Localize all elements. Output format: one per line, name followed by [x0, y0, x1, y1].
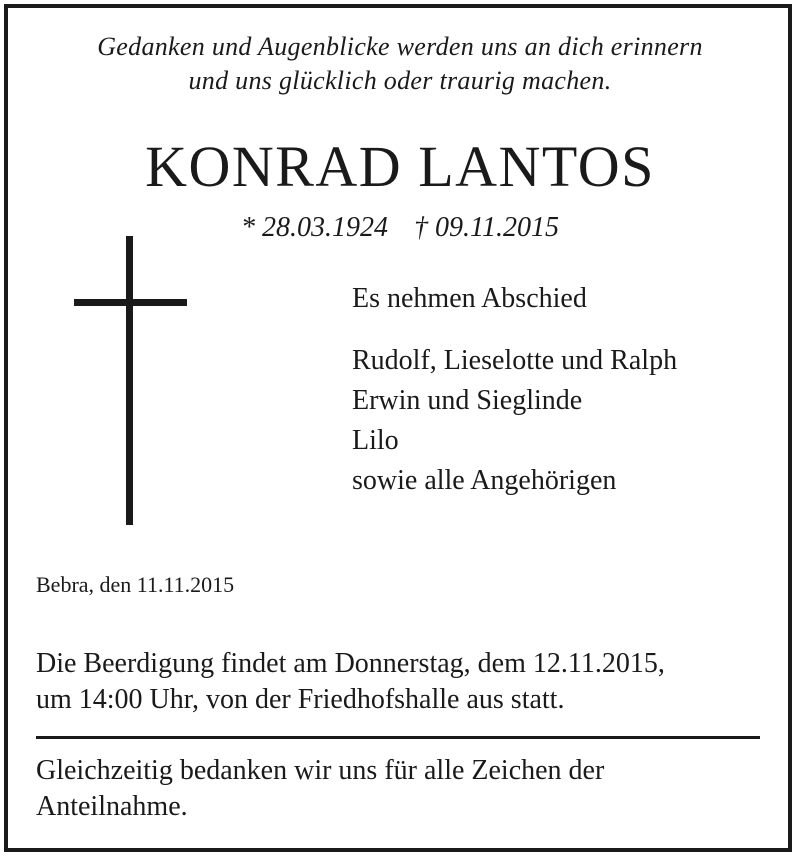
thanks-note — [36, 753, 604, 825]
life-dates — [0, 210, 800, 246]
motto-line-2: und uns glücklich oder traurig machen. — [188, 66, 612, 95]
cross-vertical-bar — [126, 236, 133, 525]
cross-horizontal-bar — [74, 299, 187, 306]
thanks-line-2: Anteilnahme. — [36, 791, 188, 822]
funeral-info — [36, 646, 665, 718]
thanks-line-1: Gleichzeitig bedanken wir uns für alle Zeichen der — [36, 755, 605, 786]
place-date: Bebra, den 11.11.2015 — [36, 572, 235, 597]
deceased-name: KONRAD LANTOS — [145, 134, 655, 199]
divider — [36, 736, 760, 739]
mourner-entry: Lilo — [352, 425, 399, 456]
mourners-list — [352, 341, 677, 501]
funeral-line-2: um 14:00 Uhr, von der Friedhofshalle aus statt. — [36, 684, 565, 715]
mourner-entry: Erwin und Sieglinde — [352, 385, 583, 416]
farewell-heading: Es nehmen Abschied — [352, 283, 587, 314]
motto — [0, 30, 800, 98]
motto-line-1: Gedanken und Augenblicke werden uns an dich erinnern — [97, 32, 703, 61]
mourner-entry: Rudolf, Lieselotte und Ralph — [352, 345, 678, 376]
birth-date: * 28.03.1924 — [241, 212, 389, 243]
funeral-line-1: Die Beerdigung findet am Donnerstag, dem 12.11.2015, — [36, 648, 665, 679]
mourner-entry: sowie alle Angehörigen — [352, 465, 617, 496]
death-date: † 09.11.2015 — [414, 212, 559, 243]
